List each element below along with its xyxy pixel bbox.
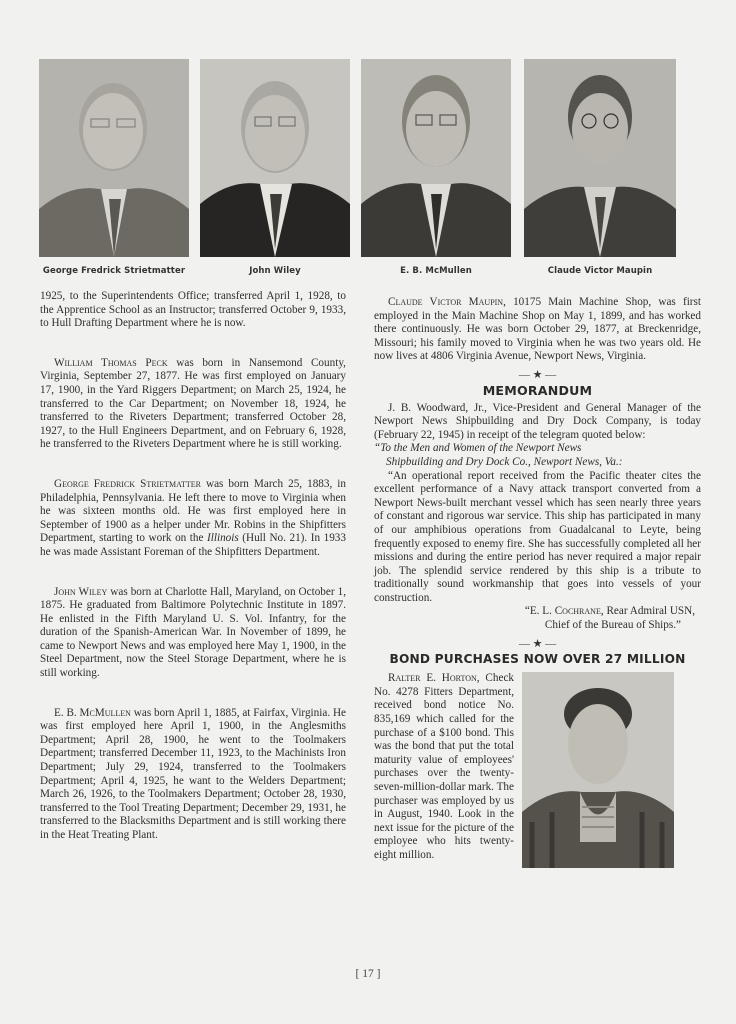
bio-text: , Check No. 4278 Fitters Department, received bond notice No. 835,169 which called for the purchase of a $100 bond. This was the bond that put the total maturity value of employees' purchases over the twenty-seven-million-dollar mark. The purchaser was employed by us in August, 1940. Look in the next issue for the picture of the employee who hits twenty-eight million. (374, 672, 514, 861)
bio-strietmatter (40, 478, 346, 560)
photo-caption: John Wiley (249, 266, 301, 276)
bio-text: , 10175 Main Machine Shop, was first employed in the Main Machine Shop on May 1, 1899, and has worked there continuously. He was born October 29, 1877, at Breckenridge, Missouri; his family moved to Virginia when he was two years old. He now lives at 4806 Virginia Avenue, Newport News, Virginia. (374, 296, 701, 363)
portrait-photo-icon (200, 59, 350, 257)
bio-wiley (40, 586, 346, 681)
continued-paragraph: 1925, to the Superintendents Office; transferred April 1, 1928, to the Apprentice School as an Instructor; transferred October 9, 1933, to Hull Drafting Department where he is now. (40, 290, 346, 330)
telegram-signature-title: Chief of the Bureau of Ships.” (544, 619, 681, 632)
bio-maupin (374, 296, 701, 364)
page-number: [ 17 ] (355, 968, 381, 980)
telegram-body: “An operational report received from the Pacific theater cites the excellent performance of a Navy attack transport converted from a Newport News-built merchant vessel which has seen nearly three years of constant and rigorous war service. This ship has participated in many of our amphibious operations from Guadalcanal to Leyte, being frequently exposed to enemy fire. She has successfully completed all her missions and during the entire period has never required a major repair job. The splendid service rendered by this ship is a tribute to traditionally sound workmanship that goes into vessels of your construction. (374, 469, 701, 604)
bio-text: was born April 1, 1885, at Fairfax, Virginia. He was first employed here April 1, 1900, in the Anglesmiths Department; April 28, 1900, he went to the Toolmakers Department; transferred December 11, 1923, to the Machinists Iron Department; July 29, 1924, transferred to the Toolmakers Department; April 4, 1925, he want to the Welders Department; March 26, 1926, to the Toolmakers Department; October 28, 1930, transferred to the Tool Treating Department; December 29, 1931, he transferred to the Blacksmiths Department and is still working there in the Heat Treating Plant. (40, 706, 346, 841)
bond-heading: BOND PURCHASES NOW OVER 27 MILLION (389, 651, 686, 666)
photo-wiley (200, 59, 350, 257)
photo-horton (522, 672, 674, 868)
bio-text: was born at Charlotte Hall, Maryland, on October 1, 1875. He graduated from Baltimore Polytechnic Institute in 1897. He enlisted in the Fifth Maryland U. S. Vol. Infantry, for the duration of the Spanish-American War. In November of 1899, he came to Newport News and was employed here May 1, 1900, in the Steel Department, now the Steel Storage Department, where he is still working. (40, 585, 346, 680)
portrait-photo-icon (361, 59, 511, 257)
telegram-signature (374, 605, 701, 619)
portrait-photo-icon (524, 59, 676, 257)
bio-name: William Thomas Peck (54, 356, 168, 369)
bio-name: Ralter E. Horton (388, 672, 477, 685)
bond-article (374, 672, 701, 862)
photo-strietmatter (39, 59, 189, 257)
photo-caption: E. B. McMullen (400, 266, 472, 276)
memorandum-heading: MEMORANDUM (482, 382, 593, 398)
photo-caption: George Fredrick Strietmatter (42, 266, 186, 276)
left-column (40, 290, 346, 843)
bio-text: (Hull No. 21). In 1933 he was made Assistant Foreman of the Shipfitters Department. (40, 532, 346, 558)
bio-text: was born March 25, 1883, in Philadelphia, Pennsylvania. He left there to move to Virginia when he was sixteen months old. He was first employed here in September of 1900 as a helper under Mr. Robins in the Shipfitters Department, starting to work on the (40, 477, 346, 545)
signature-prefix: “E. L. (524, 605, 555, 618)
portrait-photo-icon (39, 59, 189, 257)
telegram-salutation: “To the Men and Women of the Newport News (374, 442, 582, 455)
bio-name: John Wiley (54, 585, 108, 598)
photo-caption: Claude Victor Maupin (547, 266, 653, 276)
photo-maupin (524, 59, 676, 257)
signature-rank: , Rear Admiral USN, (600, 605, 695, 618)
memorandum-intro: J. B. Woodward, Jr., Vice-President and General Manager of the Newport News Shipbuilding and Dry Dock Company, is today (February 22, 1945) in receipt of the telegram quoted below: (374, 401, 701, 441)
photo-mcmullen (361, 59, 511, 257)
ship-name: Illinois (207, 532, 239, 545)
bio-name: Claude Victor Maupin (388, 296, 504, 308)
bond-text (374, 672, 514, 862)
signature-name: Cochrane (554, 605, 601, 618)
bio-mcmullen (40, 707, 346, 843)
star-divider: — ★ — (518, 637, 557, 650)
right-column (374, 296, 701, 863)
bio-name: George Fredrick Strietmatter (54, 477, 201, 490)
portrait-photo-icon (522, 672, 674, 868)
bio-name: E. B. McMullen (54, 706, 131, 719)
telegram-salutation-cont: Shipbuilding and Dry Dock Co., Newport News, Va.: (386, 455, 623, 468)
star-divider: — ★ — (518, 368, 557, 381)
bio-text: was born in Nansemond County, Virginia, September 27, 1877. He was first employed on January 17, 1900, in the Yard Riggers Department; on March 25, 1924, he transferred to the Car Department; on November 18, 1924, he transferred to the Riveters Department; transferred October 28, 1927, to the Hull Engineers Department, and on February 6, 1928, he transferred to the Riveters Department where he is still working. (40, 356, 346, 451)
bio-peck (40, 357, 346, 452)
